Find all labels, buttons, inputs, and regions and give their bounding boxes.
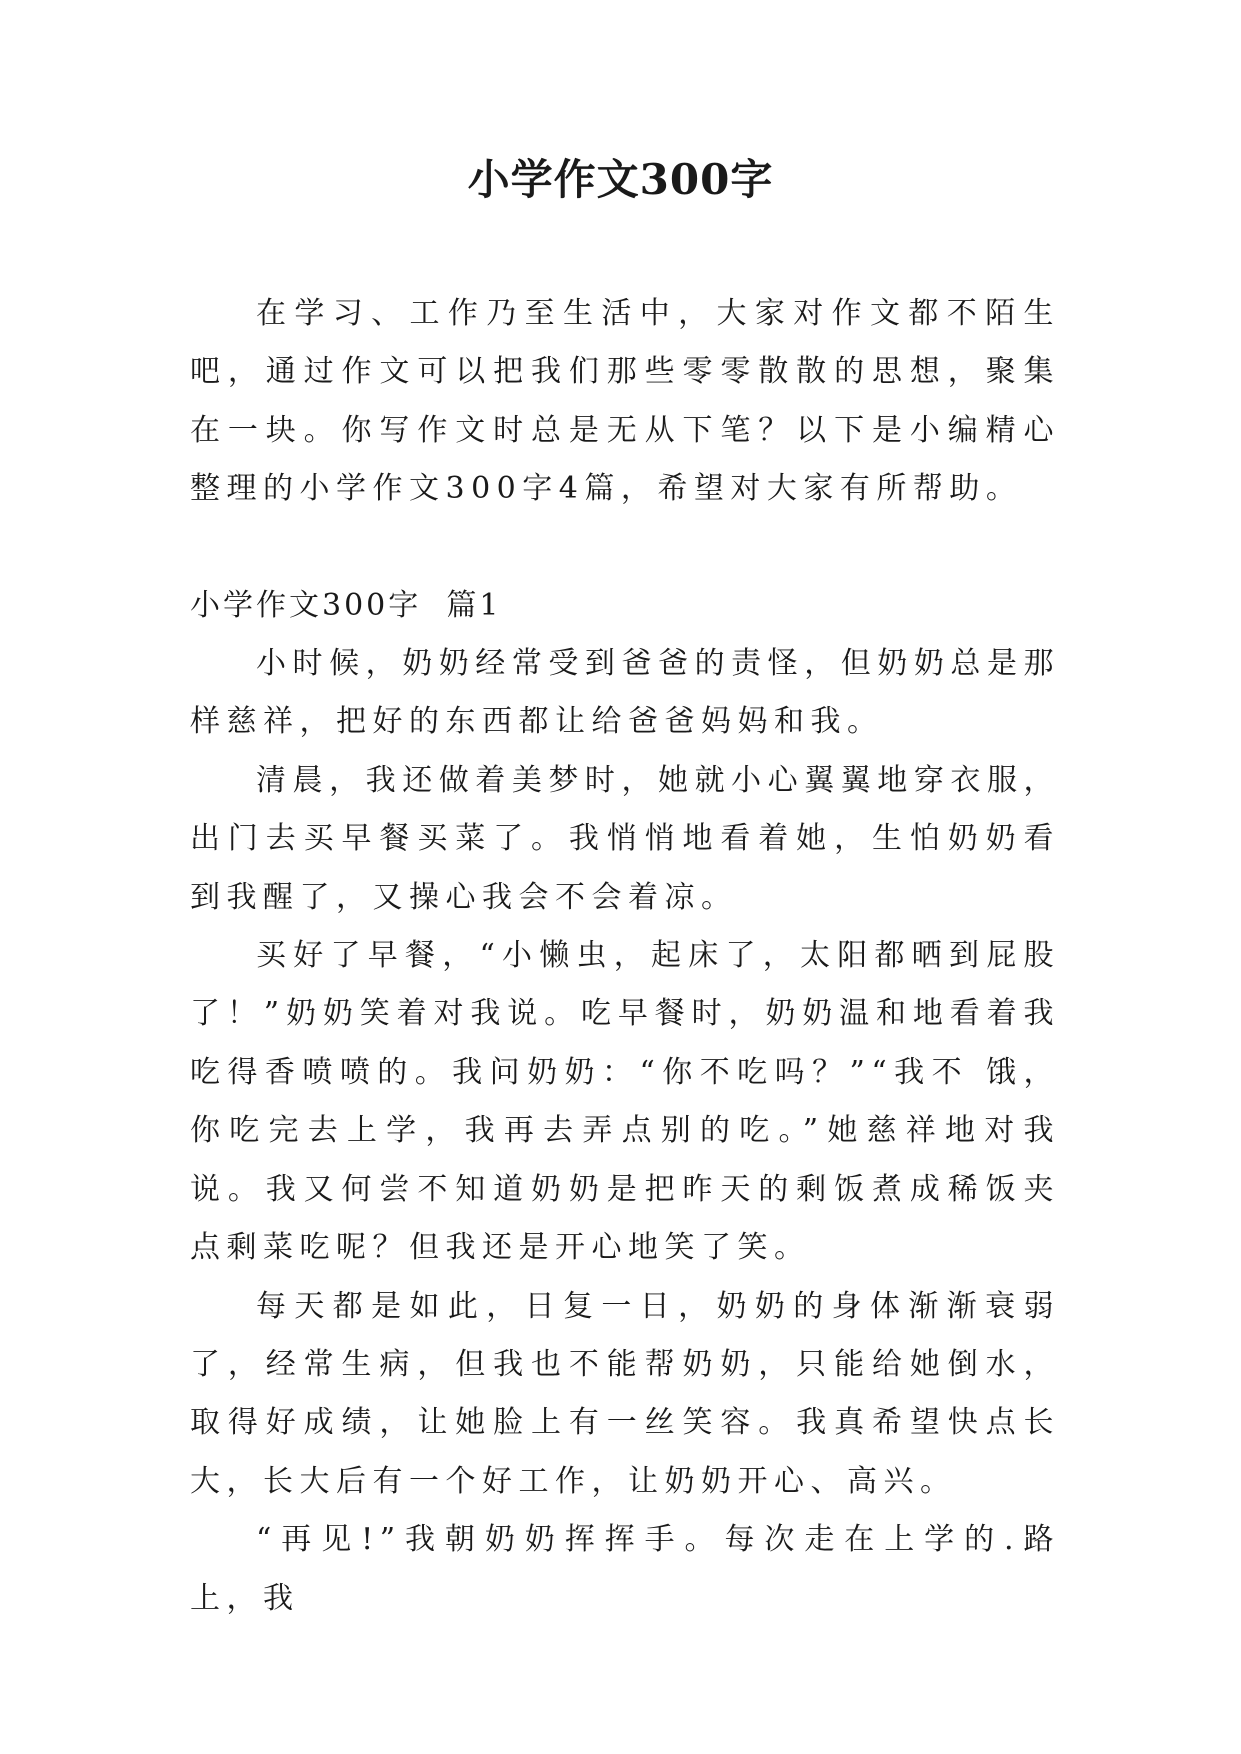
document-body bbox=[190, 285, 1060, 1628]
body-paragraph: 每天都是如此，日复一日，奶奶的身体渐渐衰弱了，经常生病，但我也不能帮奶奶，只能给她倒水，取得好成绩，让她脸上有一丝笑容。我真希望快点长大，长大后有一个好工作，让奶奶开心、高兴。 bbox=[190, 1288, 1060, 1499]
section-heading: 小学作文300字 篇1 bbox=[190, 587, 502, 623]
body-paragraph: 小时候，奶奶经常受到爸爸的责怪，但奶奶总是那样慈祥，把好的东西都让给爸爸妈妈和我。 bbox=[190, 646, 1060, 740]
intro-paragraph: 在学习、工作乃至生活中，大家对作文都不陌生吧，通过作文可以把我们那些零零散散的思想，聚集在一块。你写作文时总是无从下笔？以下是小编精心整理的小学作文300字4篇，希望对大家有所帮助。 bbox=[190, 296, 1060, 507]
paragraph-spacer bbox=[190, 519, 1060, 577]
document-title: 小学作文300字 bbox=[467, 155, 774, 204]
body-paragraph: 买好了早餐，“小懒虫，起床了，太阳都晒到屁股了！”奶奶笑着对我说。吃早餐时，奶奶温和地看着我吃得香喷喷的。我问奶奶：“你不吃吗？”“我不 饿，你吃完去上学，我再去弄点别的吃。”她慈祥地对我说。我又何尝不知道奶奶是把昨天的剩饭煮成稀饭夹点剩菜吃呢？但我还是开心地笑了笑。 bbox=[190, 938, 1060, 1266]
body-paragraph: “再见!”我朝奶奶挥挥手。每次走在上学的.路上，我 bbox=[190, 1522, 1060, 1616]
body-paragraph: 清晨，我还做着美梦时，她就小心翼翼地穿衣服，出门去买早餐买菜了。我悄悄地看着她，生怕奶奶看到我醒了，又操心我会不会着凉。 bbox=[190, 762, 1060, 915]
